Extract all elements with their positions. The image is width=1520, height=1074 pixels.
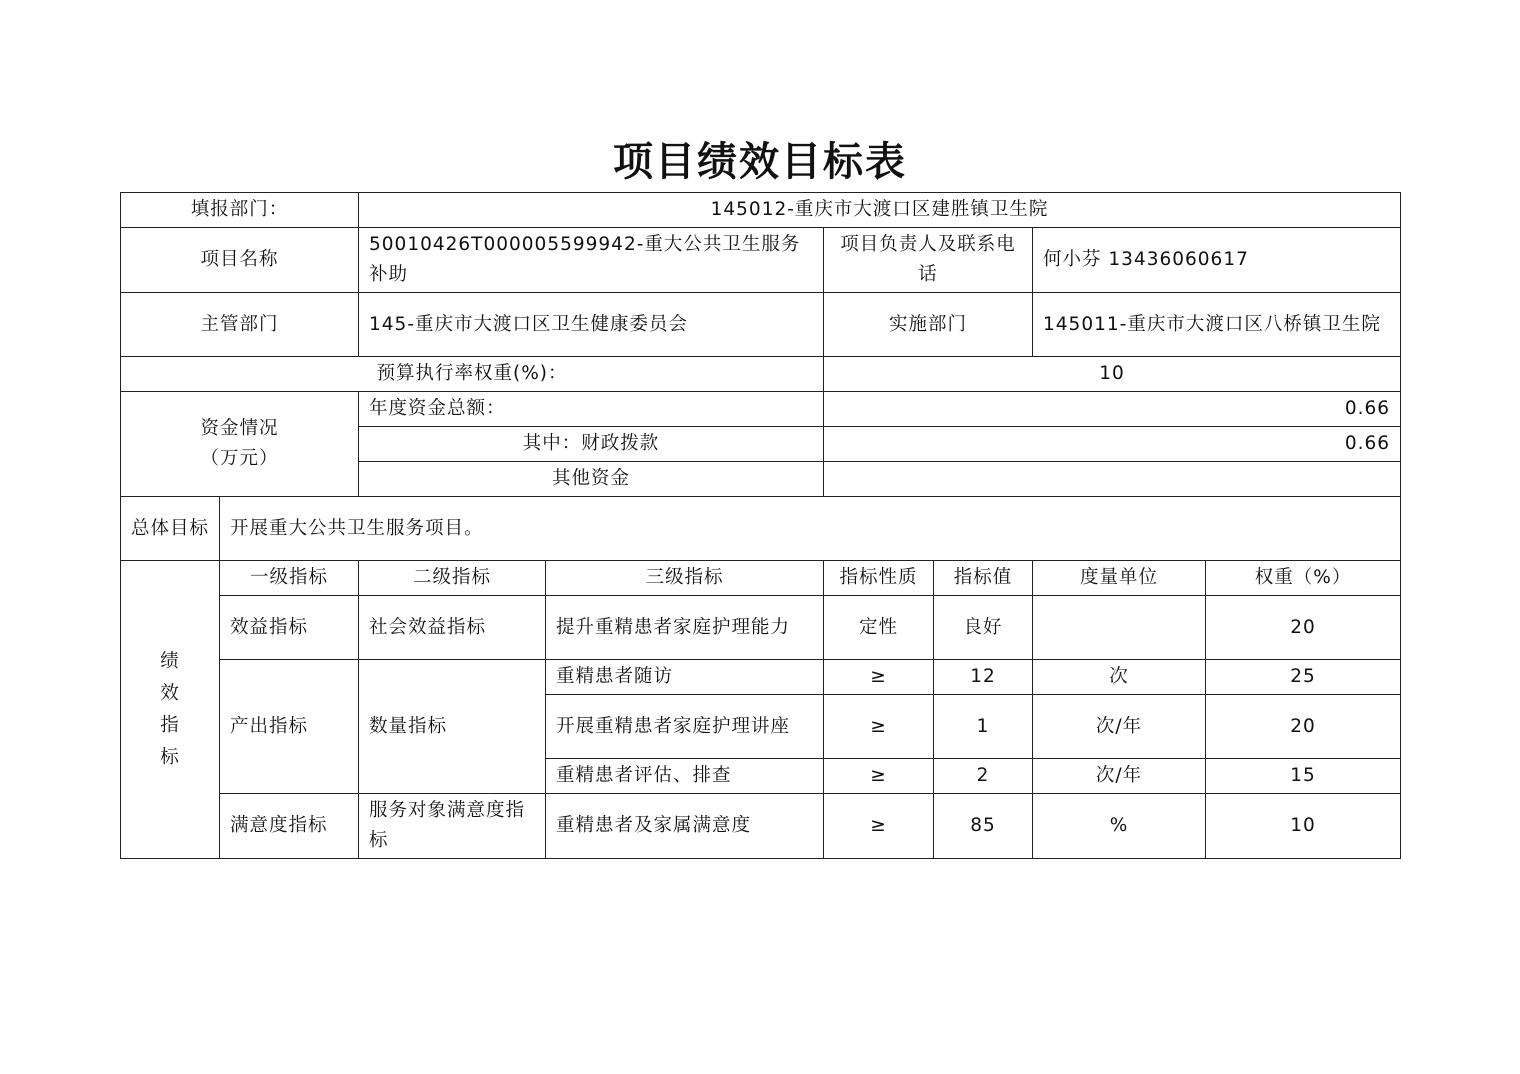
table-row: [121, 596, 1401, 660]
contact-value: 何小芬 13436060617: [1033, 228, 1401, 293]
unit-cell: 次/年: [1033, 759, 1206, 794]
level3-cell: 重精患者及家属满意度: [546, 794, 824, 859]
level1-benefit: 效益指标: [220, 596, 359, 660]
header-nature: 指标性质: [824, 561, 934, 596]
unit-cell: %: [1033, 794, 1206, 859]
header-weight: 权重（%）: [1206, 561, 1401, 596]
weight-cell: 10: [1206, 794, 1401, 859]
header-unit: 度量单位: [1033, 561, 1206, 596]
value-cell: 85: [934, 794, 1033, 859]
weight-cell: 15: [1206, 759, 1401, 794]
page-title: 项目绩效目标表: [613, 138, 907, 185]
performance-target-table: [120, 192, 1401, 859]
level3-cell: 提升重精患者家庭护理能力: [546, 596, 824, 660]
nature-cell: 定性: [824, 596, 934, 660]
fiscal-label: 其中：财政拨款: [359, 427, 824, 462]
budget-weight-label: 预算执行率权重(%)：: [121, 357, 824, 392]
table-row: [121, 794, 1401, 859]
funds-label: 资金情况: [200, 418, 279, 439]
header-value: 指标值: [934, 561, 1033, 596]
impl-dept-value: 145011-重庆市大渡口区八桥镇卫生院: [1033, 293, 1401, 357]
other-funds-value: [824, 462, 1401, 497]
contact-label: 项目负责人及联系电话: [824, 228, 1033, 293]
level3-cell: 开展重精患者家庭护理讲座: [546, 695, 824, 759]
header-level1: 一级指标: [220, 561, 359, 596]
nature-cell: ≥: [824, 759, 934, 794]
level3-cell: 重精患者随访: [546, 660, 824, 695]
indicators-section-label: [121, 561, 220, 859]
value-cell: 1: [934, 695, 1033, 759]
goal-label: 总体目标: [121, 497, 220, 561]
level2-social-benefit: 社会效益指标: [359, 596, 546, 660]
fill-dept-value: 145012-重庆市大渡口区建胜镇卫生院: [359, 193, 1401, 228]
fill-dept-label: 填报部门：: [121, 193, 359, 228]
supervisor-label: 主管部门: [121, 293, 359, 357]
other-funds-label: 其他资金: [359, 462, 824, 497]
header-level3: 三级指标: [546, 561, 824, 596]
unit-cell: 次: [1033, 660, 1206, 695]
value-cell: 2: [934, 759, 1033, 794]
impl-dept-label: 实施部门: [824, 293, 1033, 357]
weight-cell: 20: [1206, 596, 1401, 660]
level1-output: 产出指标: [220, 660, 359, 794]
annual-total-value: 0.66: [824, 392, 1401, 427]
goal-value: 开展重大公共卫生服务项目。: [220, 497, 1401, 561]
indicators-section-text: 绩效指标: [160, 650, 180, 768]
supervisor-value: 145-重庆市大渡口区卫生健康委员会: [359, 293, 824, 357]
weight-cell: 25: [1206, 660, 1401, 695]
level2-service-satisfaction: 服务对象满意度指标: [359, 794, 546, 859]
header-level2: 二级指标: [359, 561, 546, 596]
nature-cell: ≥: [824, 660, 934, 695]
annual-total-label: 年度资金总额：: [359, 392, 824, 427]
fiscal-value: 0.66: [824, 427, 1401, 462]
nature-cell: ≥: [824, 695, 934, 759]
level2-quantity: 数量指标: [359, 660, 546, 794]
unit-cell: 次/年: [1033, 695, 1206, 759]
project-name-value: 50010426T000005599942-重大公共卫生服务补助: [359, 228, 824, 293]
project-name-label: 项目名称: [121, 228, 359, 293]
level3-cell: 重精患者评估、排查: [546, 759, 824, 794]
level1-satisfaction: 满意度指标: [220, 794, 359, 859]
budget-weight-value: 10: [824, 357, 1401, 392]
table-row: [121, 660, 1401, 695]
weight-cell: 20: [1206, 695, 1401, 759]
value-cell: 良好: [934, 596, 1033, 660]
funds-label-cell: [121, 392, 359, 497]
funds-unit: （万元）: [200, 448, 279, 469]
value-cell: 12: [934, 660, 1033, 695]
unit-cell: [1033, 596, 1206, 660]
nature-cell: ≥: [824, 794, 934, 859]
